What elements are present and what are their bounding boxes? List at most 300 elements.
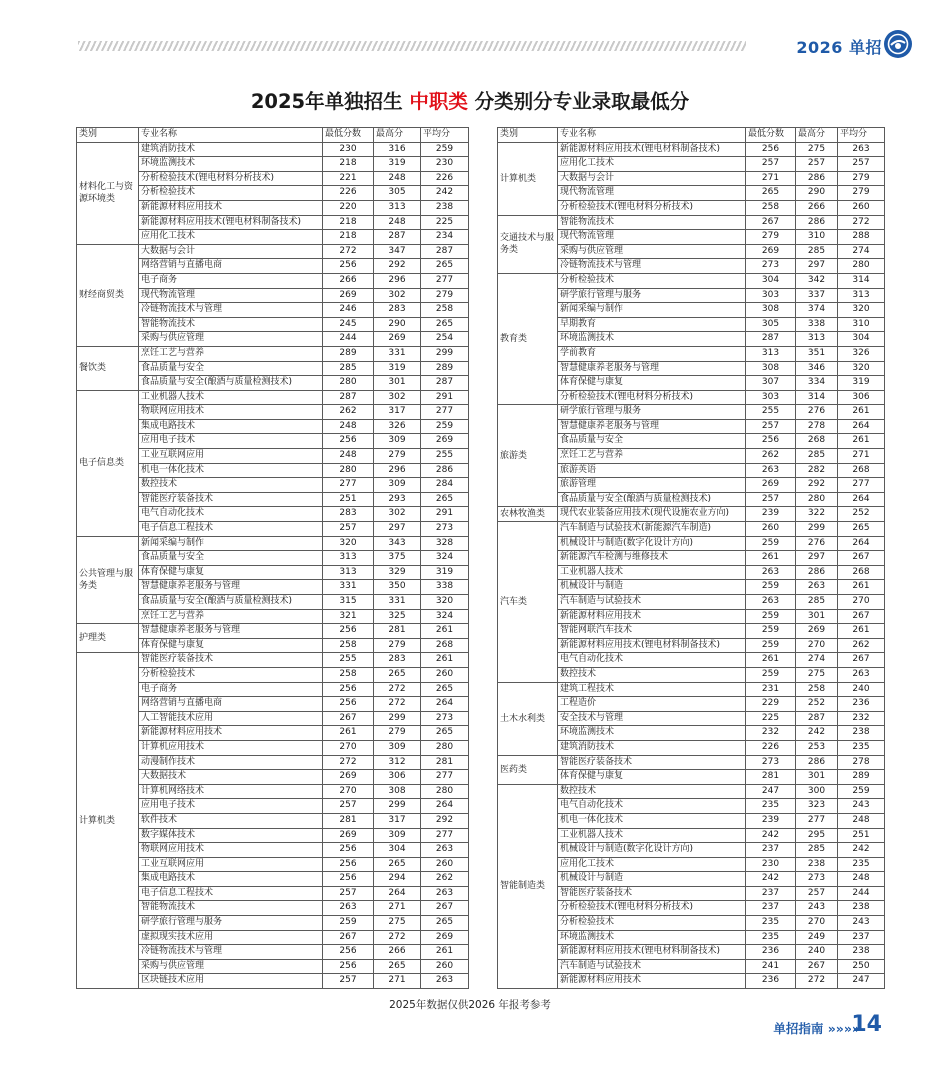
major-name-cell: 新能源材料应用技术 [139,200,323,215]
avg-score-cell: 254 [421,332,469,347]
max-score-cell: 310 [796,230,838,245]
avg-score-cell: 271 [838,449,885,464]
max-score-cell: 309 [374,740,421,755]
avg-score-cell: 262 [421,872,469,887]
major-name-cell: 人工智能技术应用 [139,711,323,726]
major-name-cell: 机械设计与制造(数字化设计方向) [558,536,746,551]
major-name-cell: 环境监测技术 [558,332,746,347]
major-name-cell: 物联网应用技术 [139,843,323,858]
major-name-cell: 体育保健与康复 [139,565,323,580]
avg-score-cell: 264 [838,419,885,434]
major-name-cell: 大数据技术 [139,770,323,785]
min-score-cell: 239 [746,507,796,522]
major-name-cell: 机电一体化技术 [139,463,323,478]
major-name-cell: 集成电路技术 [139,419,323,434]
avg-score-cell: 338 [421,580,469,595]
major-name-cell: 动漫制作技术 [139,755,323,770]
avg-score-cell: 289 [421,361,469,376]
avg-score-cell: 243 [838,799,885,814]
min-score-cell: 225 [746,711,796,726]
data-note: 2025年数据仅供2026 年报考参考 [389,999,551,1011]
max-score-cell: 337 [796,288,838,303]
table-row [498,405,885,420]
min-score-cell: 256 [323,872,374,887]
max-score-cell: 302 [374,288,421,303]
min-score-cell: 283 [323,507,374,522]
major-name-cell: 智能物流技术 [139,317,323,332]
max-score-cell: 266 [796,200,838,215]
table-header-row [498,128,885,143]
min-score-cell: 246 [323,303,374,318]
min-score-cell: 307 [746,376,796,391]
avg-score-cell: 262 [838,638,885,653]
avg-score-cell: 269 [421,930,469,945]
min-score-cell: 258 [746,200,796,215]
col-category-header: 类别 [498,128,558,143]
avg-score-cell: 328 [421,536,469,551]
max-score-cell: 290 [796,186,838,201]
footer-guide-label [773,1019,860,1037]
table-row [498,142,885,157]
category-cell: 交通技术与服务类 [498,215,558,273]
max-score-cell: 309 [374,434,421,449]
min-score-cell: 232 [746,726,796,741]
avg-score-cell: 324 [421,609,469,624]
min-score-cell: 237 [746,901,796,916]
min-score-cell: 313 [323,565,374,580]
avg-score-cell: 251 [838,828,885,843]
max-score-cell: 297 [796,259,838,274]
major-name-cell: 网络营销与直播电商 [139,697,323,712]
major-name-cell: 工业机器人技术 [558,828,746,843]
table-row [498,507,885,522]
major-name-cell: 数控技术 [558,784,746,799]
max-score-cell: 243 [796,901,838,916]
major-name-cell: 体育保健与康复 [558,770,746,785]
avg-score-cell: 265 [838,522,885,537]
avg-score-cell: 267 [838,551,885,566]
min-score-cell: 256 [323,697,374,712]
major-name-cell: 集成电路技术 [139,872,323,887]
avg-score-cell: 320 [421,595,469,610]
major-name-cell: 新能源材料应用技术 [558,609,746,624]
min-score-cell: 277 [323,478,374,493]
avg-score-cell: 259 [421,142,469,157]
major-name-cell: 智能医疗装备技术 [558,886,746,901]
footer-arrows-icon: »»»» [827,1021,860,1036]
avg-score-cell: 261 [421,945,469,960]
min-score-cell: 257 [323,799,374,814]
max-score-cell: 274 [796,653,838,668]
min-score-cell: 259 [746,536,796,551]
avg-score-cell: 274 [838,244,885,259]
major-name-cell: 应用化工技术 [558,857,746,872]
max-score-cell: 266 [374,945,421,960]
max-score-cell: 269 [374,332,421,347]
max-score-cell: 313 [796,332,838,347]
max-score-cell: 338 [796,317,838,332]
min-score-cell: 308 [746,361,796,376]
avg-score-cell: 287 [421,376,469,391]
max-score-cell: 347 [374,244,421,259]
avg-score-cell: 280 [838,259,885,274]
avg-score-cell: 279 [421,288,469,303]
min-score-cell: 242 [746,872,796,887]
max-score-cell: 305 [374,186,421,201]
table-row [498,784,885,799]
col-major-header: 专业名称 [558,128,746,143]
min-score-cell: 256 [323,857,374,872]
avg-score-cell: 242 [421,186,469,201]
major-name-cell: 现代物流管理 [139,288,323,303]
major-name-cell: 体育保健与康复 [558,376,746,391]
min-score-cell: 244 [323,332,374,347]
min-score-cell: 229 [746,697,796,712]
avg-score-cell: 265 [421,492,469,507]
min-score-cell: 273 [746,259,796,274]
min-score-cell: 256 [323,434,374,449]
major-name-cell: 建筑消防技术 [139,142,323,157]
min-score-cell: 273 [746,755,796,770]
min-score-cell: 226 [746,740,796,755]
major-name-cell: 工业机器人技术 [558,565,746,580]
avg-score-cell: 260 [421,959,469,974]
max-score-cell: 276 [796,405,838,420]
avg-score-cell: 314 [838,273,885,288]
avg-score-cell: 267 [838,653,885,668]
major-name-cell: 新能源材料应用技术 [558,974,746,989]
major-name-cell: 环境监测技术 [558,726,746,741]
major-name-cell: 采购与供应管理 [139,332,323,347]
avg-score-cell: 267 [421,901,469,916]
major-name-cell: 分析检验技术(锂电材料分析技术) [139,171,323,186]
major-name-cell: 应用电子技术 [139,799,323,814]
major-name-cell: 计算机应用技术 [139,740,323,755]
min-score-cell: 242 [746,828,796,843]
major-name-cell: 智慧健康养老服务与管理 [558,419,746,434]
min-score-cell: 267 [323,930,374,945]
category-cell: 旅游类 [498,405,558,507]
max-score-cell: 308 [374,784,421,799]
major-name-cell: 现代物流管理 [558,230,746,245]
max-score-cell: 277 [796,813,838,828]
max-score-cell: 301 [796,609,838,624]
category-cell: 土木水利类 [498,682,558,755]
table-row [77,624,469,639]
max-score-cell: 238 [796,857,838,872]
min-score-cell: 270 [323,784,374,799]
footer-label: 单招指南 [773,1021,824,1036]
min-score-cell: 258 [323,638,374,653]
col-max-header: 最高分 [796,128,838,143]
right-score-table [497,127,885,989]
min-score-cell: 236 [746,945,796,960]
category-cell: 财经商贸类 [77,244,139,346]
avg-score-cell: 273 [421,522,469,537]
max-score-cell: 351 [796,346,838,361]
avg-score-cell: 280 [421,784,469,799]
min-score-cell: 265 [746,186,796,201]
major-name-cell: 研学旅行管理与服务 [558,405,746,420]
category-cell: 餐饮类 [77,346,139,390]
max-score-cell: 258 [796,682,838,697]
major-name-cell: 智能物流技术 [558,215,746,230]
max-score-cell: 287 [796,711,838,726]
avg-score-cell: 247 [838,974,885,989]
min-score-cell: 262 [323,405,374,420]
table-row [77,346,469,361]
major-name-cell: 计算机网络技术 [139,784,323,799]
min-score-cell: 239 [746,813,796,828]
avg-score-cell: 238 [838,901,885,916]
col-max-header: 最高分 [374,128,421,143]
avg-score-cell: 277 [421,770,469,785]
major-name-cell: 食品质量与安全 [558,434,746,449]
avg-score-cell: 264 [838,536,885,551]
major-name-cell: 新能源材料应用技术(锂电材料制备技术) [139,215,323,230]
avg-score-cell: 225 [421,215,469,230]
page-number: 14 [851,1012,882,1037]
avg-score-cell: 306 [838,390,885,405]
avg-score-cell: 248 [838,872,885,887]
max-score-cell: 257 [796,886,838,901]
avg-score-cell: 292 [421,813,469,828]
max-score-cell: 279 [374,638,421,653]
min-score-cell: 266 [323,273,374,288]
max-score-cell: 264 [374,886,421,901]
avg-score-cell: 261 [838,624,885,639]
min-score-cell: 304 [746,273,796,288]
category-cell: 汽车类 [498,522,558,683]
avg-score-cell: 230 [421,157,469,172]
max-score-cell: 334 [796,376,838,391]
avg-score-cell: 238 [838,945,885,960]
avg-score-cell: 250 [838,959,885,974]
min-score-cell: 256 [323,843,374,858]
major-name-cell: 机械设计与制造 [558,872,746,887]
min-score-cell: 258 [323,667,374,682]
table-row [498,273,885,288]
min-score-cell: 285 [323,361,374,376]
max-score-cell: 299 [374,799,421,814]
min-score-cell: 261 [746,653,796,668]
min-score-cell: 220 [323,200,374,215]
max-score-cell: 297 [374,522,421,537]
major-name-cell: 食品质量与安全(酿酒与质量检测技术) [139,595,323,610]
max-score-cell: 285 [796,449,838,464]
max-score-cell: 272 [374,682,421,697]
table-row [498,755,885,770]
min-score-cell: 281 [323,813,374,828]
avg-score-cell: 265 [421,916,469,931]
max-score-cell: 299 [796,522,838,537]
major-name-cell: 烹饪工艺与营养 [558,449,746,464]
major-name-cell: 分析检验技术 [558,273,746,288]
min-score-cell: 230 [746,857,796,872]
max-score-cell: 271 [374,974,421,989]
max-score-cell: 283 [374,653,421,668]
min-score-cell: 287 [323,390,374,405]
major-name-cell: 智能医疗装备技术 [139,492,323,507]
major-name-cell: 汽车制造与试验技术 [558,595,746,610]
avg-score-cell: 243 [838,916,885,931]
avg-score-cell: 287 [421,244,469,259]
table-row [77,142,469,157]
avg-score-cell: 263 [838,667,885,682]
min-score-cell: 263 [746,463,796,478]
max-score-cell: 268 [796,434,838,449]
min-score-cell: 320 [323,536,374,551]
max-score-cell: 296 [374,463,421,478]
avg-score-cell: 277 [838,478,885,493]
avg-score-cell: 260 [421,667,469,682]
avg-score-cell: 258 [421,303,469,318]
min-score-cell: 272 [323,244,374,259]
max-score-cell: 265 [374,857,421,872]
min-score-cell: 256 [746,434,796,449]
major-name-cell: 机电一体化技术 [558,813,746,828]
major-name-cell: 研学旅行管理与服务 [139,916,323,931]
avg-score-cell: 261 [838,434,885,449]
max-score-cell: 290 [374,317,421,332]
table-row [77,390,469,405]
major-name-cell: 环境监测技术 [139,157,323,172]
major-name-cell: 数控技术 [139,478,323,493]
major-name-cell: 新能源材料应用技术(锂电材料制备技术) [558,638,746,653]
max-score-cell: 316 [374,142,421,157]
major-name-cell: 智能医疗装备技术 [139,653,323,668]
major-name-cell: 网络营销与直播电商 [139,259,323,274]
title-highlight: 中职类 [409,90,468,113]
max-score-cell: 292 [796,478,838,493]
avg-score-cell: 268 [838,463,885,478]
min-score-cell: 280 [323,463,374,478]
major-name-cell: 建筑消防技术 [558,740,746,755]
avg-score-cell: 279 [838,186,885,201]
category-cell: 公共管理与服务类 [77,536,139,624]
col-min-header: 最低分数 [746,128,796,143]
major-name-cell: 智能医疗装备技术 [558,755,746,770]
avg-score-cell: 326 [838,346,885,361]
max-score-cell: 279 [374,449,421,464]
max-score-cell: 299 [374,711,421,726]
major-name-cell: 旅游管理 [558,478,746,493]
table-row [77,653,469,668]
min-score-cell: 255 [746,405,796,420]
avg-score-cell: 261 [838,405,885,420]
major-name-cell: 工业互联网应用 [139,857,323,872]
max-score-cell: 343 [374,536,421,551]
max-score-cell: 286 [796,171,838,186]
major-name-cell: 虚拟现实技术应用 [139,930,323,945]
col-avg-header: 平均分 [838,128,885,143]
min-score-cell: 321 [323,609,374,624]
max-score-cell: 302 [374,390,421,405]
min-score-cell: 303 [746,390,796,405]
major-name-cell: 智慧健康养老服务与管理 [139,624,323,639]
col-category-header: 类别 [77,128,139,143]
max-score-cell: 300 [796,784,838,799]
major-name-cell: 冷链物流技术与管理 [139,303,323,318]
category-cell: 护理类 [77,624,139,653]
max-score-cell: 292 [374,259,421,274]
category-cell: 智能制造类 [498,784,558,988]
min-score-cell: 313 [323,551,374,566]
major-name-cell: 新闻采编与制作 [558,303,746,318]
major-name-cell: 分析检验技术 [558,916,746,931]
min-score-cell: 236 [746,974,796,989]
major-name-cell: 研学旅行管理与服务 [558,288,746,303]
max-score-cell: 265 [374,667,421,682]
max-score-cell: 270 [796,916,838,931]
max-score-cell: 276 [796,536,838,551]
avg-score-cell: 240 [838,682,885,697]
avg-score-cell: 238 [421,200,469,215]
min-score-cell: 259 [746,609,796,624]
max-score-cell: 282 [796,463,838,478]
avg-score-cell: 280 [421,740,469,755]
major-name-cell: 分析检验技术(锂电材料分析技术) [558,901,746,916]
major-name-cell: 电气自动化技术 [558,799,746,814]
min-score-cell: 279 [746,230,796,245]
major-name-cell: 旅游英语 [558,463,746,478]
left-table-body [77,142,469,988]
avg-score-cell: 265 [421,259,469,274]
min-score-cell: 256 [323,259,374,274]
header-brand: 2026 单招 [796,38,882,57]
max-score-cell: 253 [796,740,838,755]
major-name-cell: 体育保健与康复 [139,638,323,653]
max-score-cell: 265 [374,959,421,974]
max-score-cell: 304 [374,843,421,858]
avg-score-cell: 299 [421,346,469,361]
avg-score-cell: 289 [838,770,885,785]
min-score-cell: 272 [323,755,374,770]
min-score-cell: 237 [746,843,796,858]
min-score-cell: 247 [746,784,796,799]
category-cell: 计算机类 [77,653,139,989]
min-score-cell: 263 [746,565,796,580]
avg-score-cell: 244 [838,886,885,901]
major-name-cell: 采购与供应管理 [558,244,746,259]
avg-score-cell: 277 [421,273,469,288]
max-score-cell: 309 [374,828,421,843]
avg-score-cell: 288 [838,230,885,245]
min-score-cell: 218 [323,157,374,172]
major-name-cell: 机械设计与制造(数字化设计方向) [558,843,746,858]
major-name-cell: 分析检验技术(锂电材料分析技术) [558,390,746,405]
min-score-cell: 269 [323,828,374,843]
avg-score-cell: 238 [838,726,885,741]
min-score-cell: 256 [323,959,374,974]
major-name-cell: 烹饪工艺与营养 [139,346,323,361]
avg-score-cell: 268 [421,638,469,653]
major-name-cell: 物联网应用技术 [139,405,323,420]
avg-score-cell: 279 [838,171,885,186]
category-cell: 计算机类 [498,142,558,215]
avg-score-cell: 277 [421,828,469,843]
min-score-cell: 256 [323,945,374,960]
min-score-cell: 281 [746,770,796,785]
max-score-cell: 271 [374,901,421,916]
max-score-cell: 319 [374,157,421,172]
min-score-cell: 255 [323,653,374,668]
max-score-cell: 248 [374,171,421,186]
min-score-cell: 256 [323,624,374,639]
major-name-cell: 分析检验技术 [139,186,323,201]
min-score-cell: 260 [746,522,796,537]
min-score-cell: 257 [323,522,374,537]
